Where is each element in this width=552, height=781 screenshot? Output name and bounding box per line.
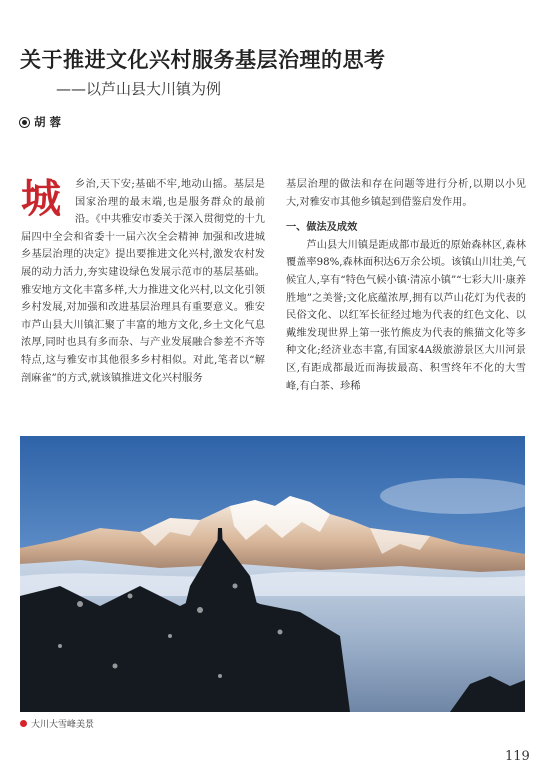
left-column [21, 176, 265, 387]
page-number: 119 [505, 749, 530, 764]
right-column [286, 176, 526, 395]
landscape-illustration [20, 436, 525, 712]
article-title: 关于推进文化兴村服务基层治理的思考 [20, 48, 386, 72]
opening-paragraph [21, 176, 265, 387]
paragraph-continued: 基层治理的做法和存在问题等进行分析,以期以小见大,对雅安市其他乡镇起到借鉴启发作用。 [286, 179, 526, 208]
author-name: 胡 蓉 [34, 115, 62, 129]
drop-cap: 城 [21, 176, 61, 222]
caption-dot-icon [20, 720, 27, 727]
author-byline [20, 114, 61, 130]
paragraph-practice: 芦山县大川镇是距成都市最近的原始森林区,森林覆盖率98%,森林面积达6万余公顷。该镇山川壮美,气候宜人,享有“特色气候小镇·清凉小镇”“七彩大川·康养胜地”之美誉;文化底蕴浓厚,拥有以芦山花灯为代表的民俗文化、以红军长征经过地为代表的红色文化、以戴维发现世界上第一张竹熊皮为代表的熊猫文化等多种文化;经济业态丰富,有国家4A级旅游景区大川河景区,有距成都最近而海拔最高、积雪终年不化的大雪峰,有白茶、珍稀 [286, 239, 526, 392]
article-subtitle: ——以芦山县大川镇为例 [56, 80, 222, 98]
caption-text: 大川大雪峰美景 [31, 720, 95, 730]
photo-caption [20, 717, 94, 730]
bullet-icon [20, 118, 29, 127]
snow-peak-photo [20, 436, 525, 712]
section-heading: 一、做法及成效 [286, 222, 358, 234]
opening-paragraph-text: 乡治,天下安;基础不牢,地动山摇。基层是国家治理的最末端,也是服务群众的最前沿。《中共雅安市委关于深入贯彻党的十九届四中全会和省委十一届六次全会精神 加强和改进城乡基层治理的决定》提出要推进文化兴村,激发农村发展的动力活力,夯实建设绿色发展示范市的基层基础。雅安地方文化丰富多样,大力推进文化兴村,以文化引领乡村发展,对加强和改进基层治理具有重要意义。雅安市芦山县大川镇汇聚了丰富的地方文化,乡土文化气息浓厚,同时也具有多而杂、与产业发展融合参差不齐等特点,这与雅安市其他很多乡村相似。对此,笔者以“解剖麻雀”的方式,就该镇推进文化兴村服务 [21, 179, 265, 384]
